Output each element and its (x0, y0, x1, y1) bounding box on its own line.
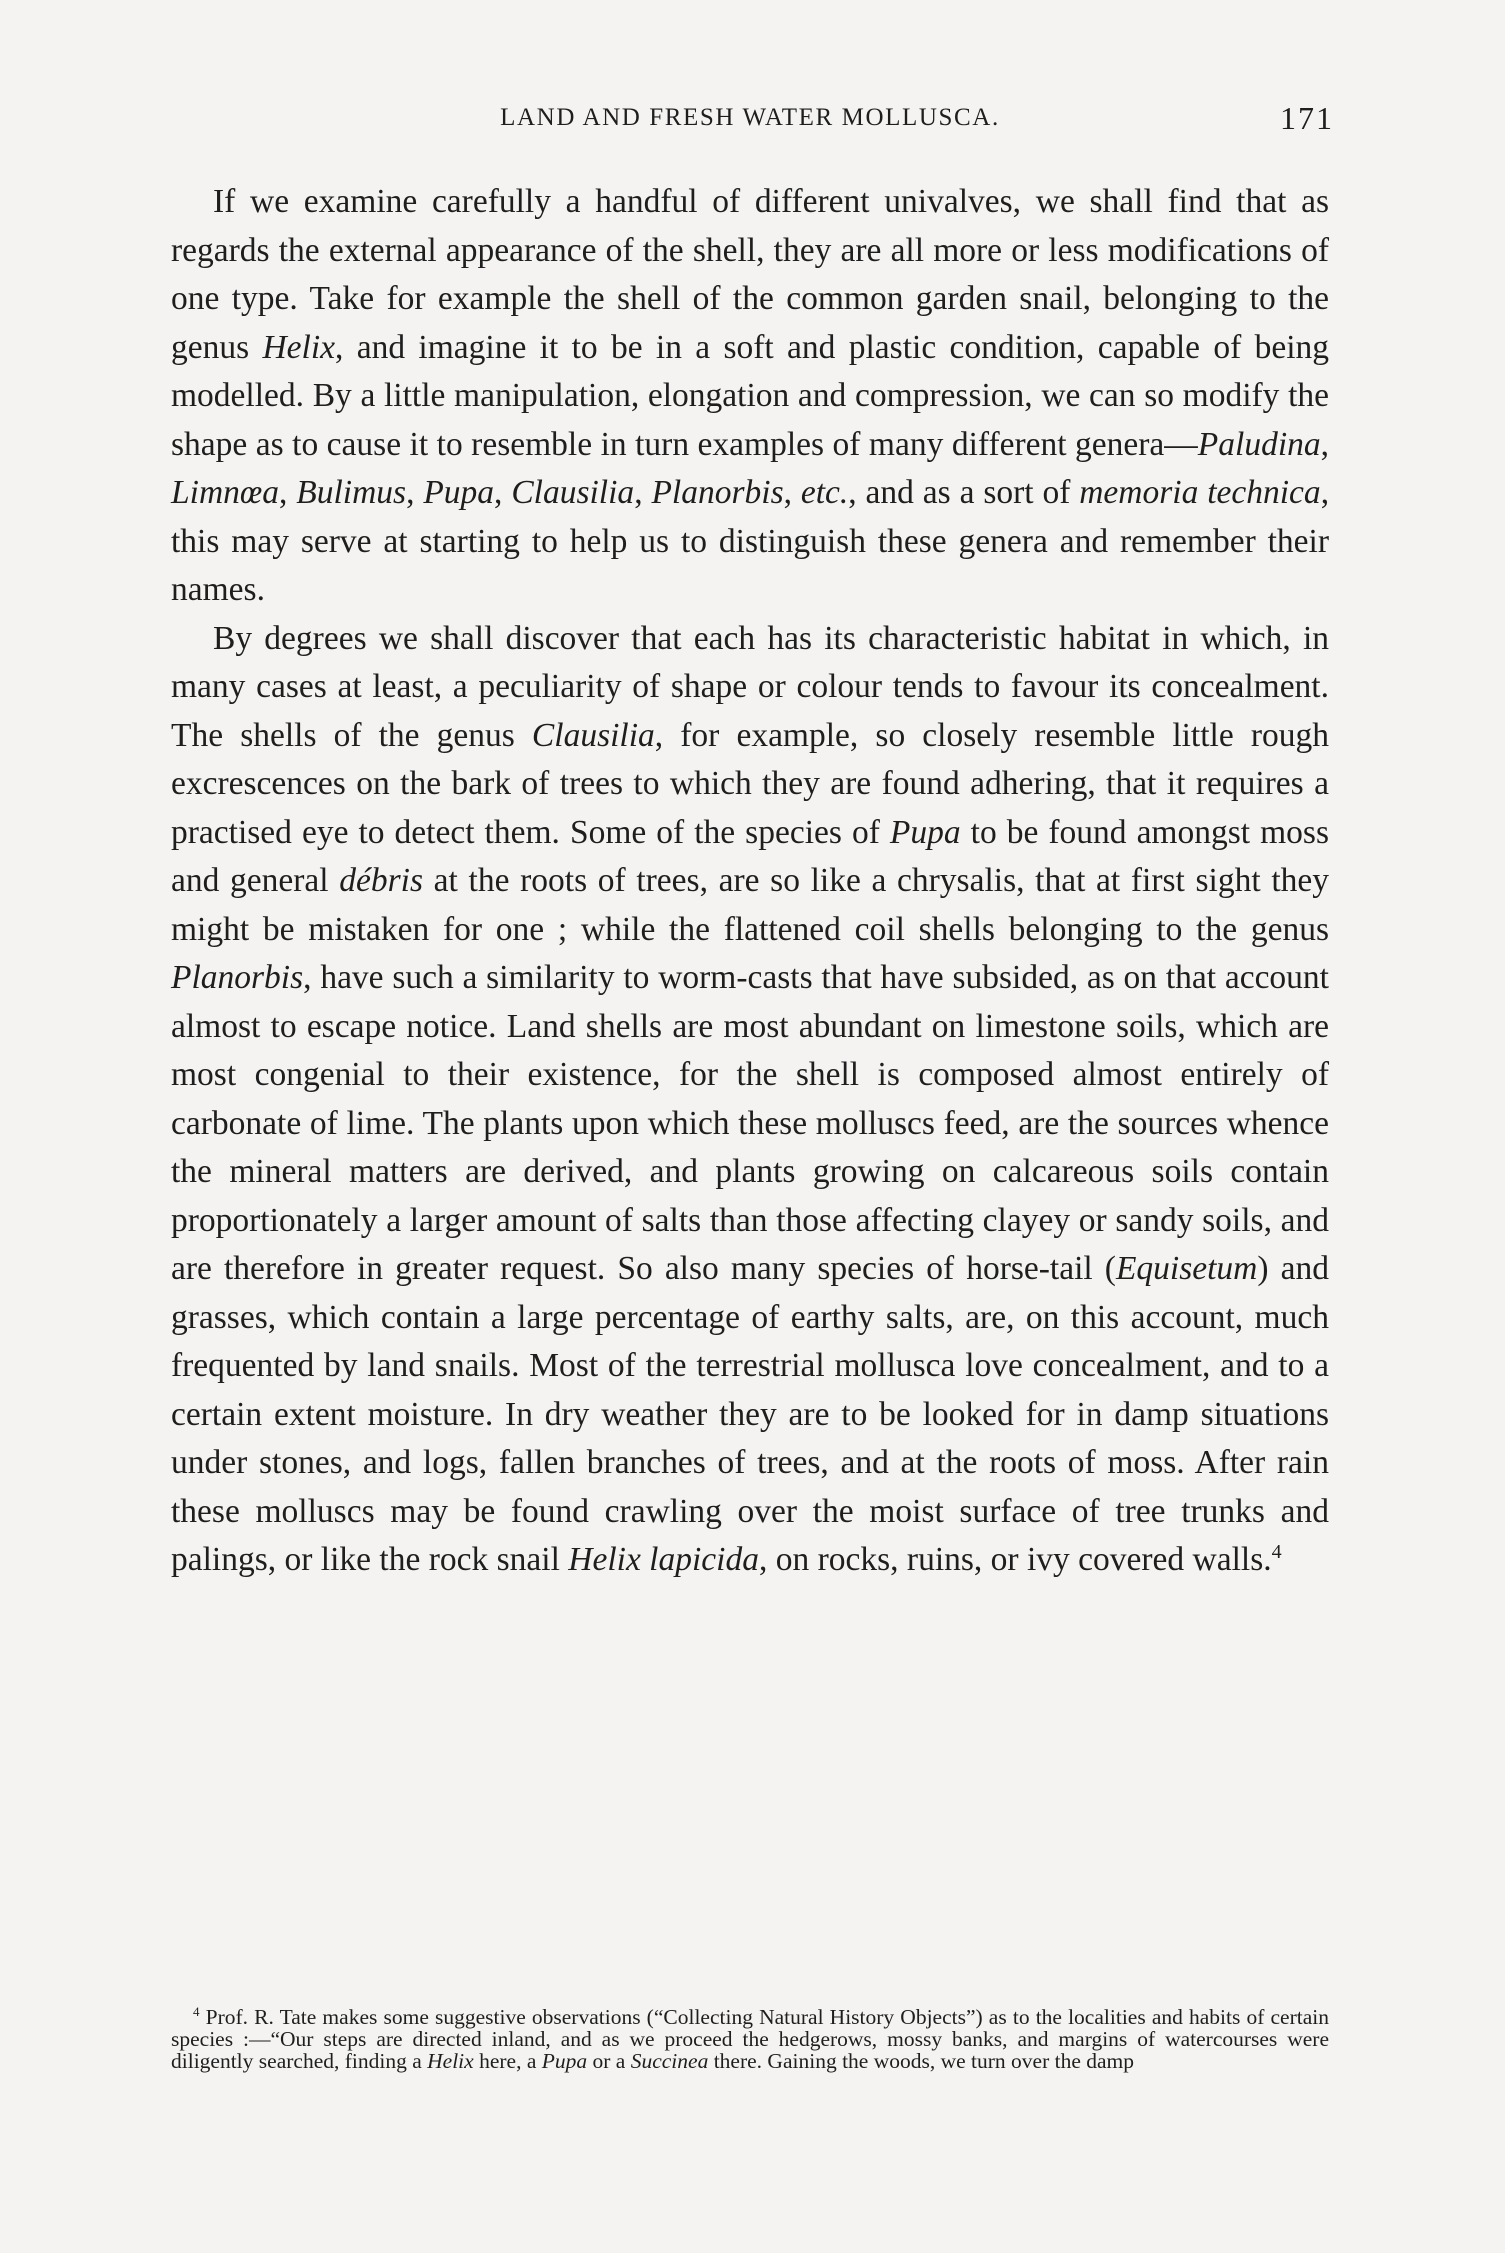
italic-term: Limnœa (171, 474, 279, 511)
text-run: or a (587, 2049, 631, 2073)
italic-term: Succinea (630, 2049, 709, 2073)
text-run: , on rocks, ruins, or ivy covered walls. (758, 1541, 1272, 1578)
italic-term: débris (339, 862, 424, 899)
text-run: , (494, 474, 512, 511)
italic-term: Pupa (889, 813, 961, 851)
text-run: , this may serve at starting to help us to distinguish these genera and remember their names. (171, 474, 1330, 608)
text-run: , (634, 474, 652, 511)
text-run: Prof. R. Tate makes some suggestive observations (“Collecting Natural History Objects”) as to the localities and habits of certain species :—“Our steps are directed inland, and as we proceed the hedgerows, mossy banks, and margins of watercourses were diligently searched, finding a (171, 2005, 1329, 2073)
text-run: to be found amongst moss and general (171, 813, 1329, 899)
text-run: , for example, so closely resemble little rough excrescences on the bark of trees to which they are found adhering, that it requires a practised eye to detect them. Some of the species of (171, 716, 1329, 851)
italic-term: Equisetum (1115, 1250, 1258, 1287)
footnote-marker: 4 (1271, 1540, 1282, 1563)
italic-term: Helix (427, 2049, 474, 2073)
text-run: ) and grasses, which contain a large percentage of earthy salts, are, on this account, much frequented by land snails. Most of the terrestrial mollusca love concealment, and to a certain extent moisture. In dry weather they are to be looked for in damp situations under stones, and logs, fallen branches of trees, and at the roots of moss. After rain these molluscs may be found crawling over the moist surface of tree trunks and palings, or like the rock snail (171, 1250, 1330, 1578)
footnote-marker: 4 (193, 2003, 200, 2019)
text-run: , (278, 474, 297, 511)
text-run: at the roots of trees, are so like a chrysalis, that at first sight they might be mistaken for one ; while the flattened coil shells belonging to the genus (171, 862, 1329, 948)
italic-term: Clausilia (531, 716, 655, 754)
text-run: there. Gaining the woods, we turn over the damp (708, 2049, 1135, 2073)
page-number: 171 (1280, 100, 1334, 136)
footnote (171, 2003, 1329, 2073)
italic-term: Clausilia (511, 474, 635, 511)
italic-term: Helix (262, 328, 336, 366)
italic-term: memoria technica (1079, 474, 1321, 511)
text-run: , and imagine it to be in a soft and plastic condition, capable of being modelled. By a little manipulation, elongation and compression, we can so modify the shape as to cause it to resemble in turn examples of many different genera— (171, 328, 1330, 463)
text-run: , (1320, 425, 1329, 463)
paragraph-1 (171, 178, 1329, 615)
text-run: here, a (473, 2049, 542, 2073)
running-title: LAND AND FRESH WATER MOLLUSCA. (500, 104, 1000, 131)
italic-term: Planorbis (171, 959, 304, 996)
text-run: , have such a similarity to worm-casts that have subsided, as on that account almost to escape notice. Land shells are most abundant on limestone soils, which are most congenial to their existence, for the shell is composed almost entirely of carbonate of lime. The plants upon which these molluscs feed, are the sources whence the mineral matters are derived, and plants growing on calcareous soils contain proportionately a larger amount of salts than those affecting clayey or sandy soils, and are therefore in greater request. So also many species of horse-tail ( (171, 959, 1329, 1287)
text-run: , and as a sort of (848, 474, 1080, 511)
italic-term: Bulimus (296, 474, 407, 511)
text-run: , (406, 474, 424, 511)
italic-term: Pupa (423, 474, 495, 511)
paragraph-2 (171, 615, 1329, 1585)
text-run: , (783, 474, 801, 511)
italic-term: Paludina (1197, 425, 1321, 463)
body-text (171, 178, 1329, 1585)
italic-term: Planorbis (651, 474, 784, 511)
italic-term: etc. (800, 474, 849, 511)
text-run: If we examine carefully a handful of different univalves, we shall find that as regards the external appearance of the shell, they are all more or less modifications of one type. Take for example the shell of the common garden snail, belonging to the genus (171, 183, 1329, 366)
running-head (170, 100, 1334, 140)
italic-term: Helix lapicida (568, 1541, 759, 1578)
italic-term: Pupa (541, 2049, 588, 2073)
text-run: By degrees we shall discover that each has its characteristic habitat in which, in many cases at least, a peculiarity of shape or colour tends to favour its concealment. The shells of the genus (171, 619, 1329, 754)
